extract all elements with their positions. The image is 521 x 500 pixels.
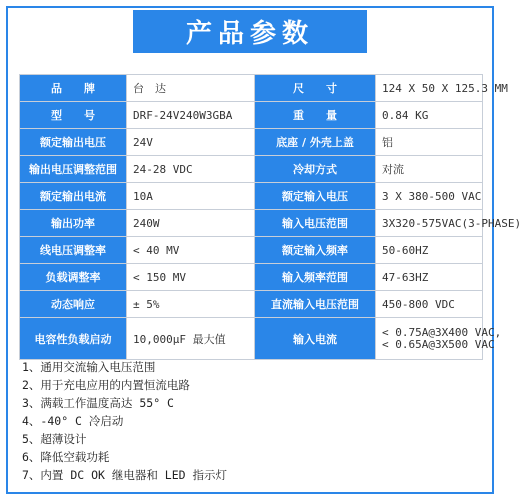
spec-value: 10,000μF 最大值 [127, 318, 255, 360]
spec-value [376, 318, 502, 360]
spec-label: 品 牌 [20, 75, 127, 102]
table-row [20, 210, 483, 237]
list-item: 6、降低空载功耗 [22, 450, 110, 464]
spec-value: < 150 MV [127, 264, 255, 291]
table-row [20, 291, 483, 318]
spec-label: 线电压调整率 [20, 237, 127, 264]
spec-label: 输出功率 [20, 210, 127, 237]
input-current-line: < 0.65A@3X500 VAC [382, 337, 495, 351]
list-item: 7、内置 DC OK 继电器和 LED 指示灯 [22, 468, 228, 482]
spec-value: 10A [127, 183, 255, 210]
spec-label: 输入电压范围 [255, 210, 376, 237]
spec-label: 额定输入电压 [255, 183, 376, 210]
spec-value: 0.84 KG [376, 102, 483, 129]
spec-label: 额定输入频率 [255, 237, 376, 264]
spec-value: ± 5% [127, 291, 255, 318]
page-title: 产品参数 [133, 10, 367, 53]
spec-label: 型 号 [20, 102, 127, 129]
spec-value: 124 X 50 X 125.3 MM [376, 75, 483, 102]
spec-label: 尺 寸 [255, 75, 376, 102]
spec-value: 对流 [376, 156, 483, 183]
spec-value: 台 达 [127, 75, 255, 102]
list-item: 5、超薄设计 [22, 432, 87, 446]
spec-value: 24-28 VDC [127, 156, 255, 183]
list-item: 4、-40° C 冷启动 [22, 414, 124, 428]
spec-label: 重 量 [255, 102, 376, 129]
spec-value: 3X320-575VAC(3-PHASE) [376, 210, 483, 237]
spec-value: 3 X 380-500 VAC [376, 183, 483, 210]
spec-label: 额定输出电压 [20, 129, 127, 156]
spec-value: 50-60HZ [376, 237, 483, 264]
table-row [20, 129, 483, 156]
spec-label: 输入电流 [255, 318, 376, 360]
spec-label: 冷却方式 [255, 156, 376, 183]
feature-list [22, 358, 227, 484]
spec-label: 动态响应 [20, 291, 127, 318]
list-item: 3、满载工作温度高达 55° C [22, 396, 174, 410]
spec-label: 电容性负载启动 [20, 318, 127, 360]
table-row [20, 318, 483, 360]
spec-label: 输入频率范围 [255, 264, 376, 291]
spec-table [19, 74, 521, 360]
spec-label: 负载调整率 [20, 264, 127, 291]
spec-value: 450-800 VDC [376, 291, 483, 318]
list-item: 2、用于充电应用的内置恒流电路 [22, 378, 190, 392]
spec-value: 24V [127, 129, 255, 156]
spec-label: 输出电压调整范围 [20, 156, 127, 183]
table-row [20, 156, 483, 183]
list-item: 1、通用交流输入电压范围 [22, 360, 156, 374]
table-row [20, 183, 483, 210]
table-row [20, 237, 483, 264]
spec-label: 直流输入电压范围 [255, 291, 376, 318]
input-current-line: < 0.75A@3X400 VAC, [382, 325, 502, 339]
spec-value: 47-63HZ [376, 264, 483, 291]
spec-label: 额定输出电流 [20, 183, 127, 210]
spec-label: 底座 / 外壳上盖 [255, 129, 376, 156]
spec-value: DRF-24V240W3GBA [127, 102, 255, 129]
spec-value: 铝 [376, 129, 483, 156]
spec-value: < 40 MV [127, 237, 255, 264]
spec-value: 240W [127, 210, 255, 237]
table-row [20, 75, 483, 102]
table-row [20, 102, 483, 129]
table-row [20, 264, 483, 291]
